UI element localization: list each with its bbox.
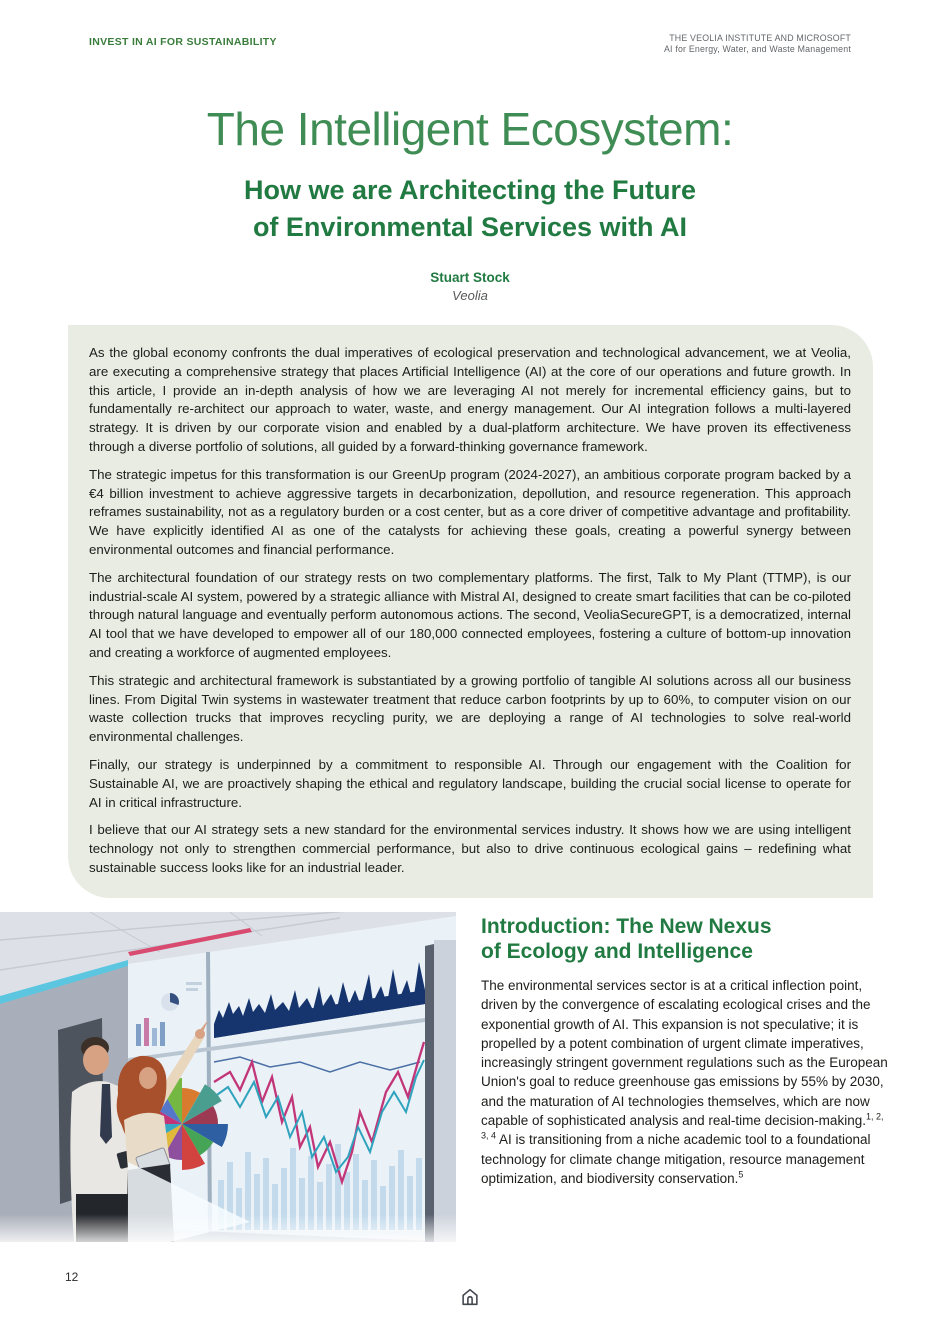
- article-subtitle-line1: How we are Architecting the Future: [243, 175, 697, 205]
- abstract-paragraph: Finally, our strategy is underpinned by a commitment to responsible AI. Through our engagement with the Coalition for Sustainable AI, we are proactively shaping the ethical and regulatory landscape, building the crucial social license to operate for AI in critical infrastructure.: [89, 756, 851, 810]
- abstract-paragraph: As the global economy confronts the dual imperatives of ecological preservation and technological advancement, we at Veolia, are executing a comprehensive strategy that places Artificial Intelligence (AI) at the core of our operations and future growth. In this article, I provide an in-depth analysis of how we are leveraging AI not merely for incremental efficiency gains, but to fundamentally re-architect our approach to water, waste, and energy management. Our AI integration follows a multi-layered strategy. It is driven by our corporate vision and enabled by a dual-platform architecture. We have proven its effectiveness through a diverse portfolio of solutions, all guided by a forward-thinking governance framework.: [89, 345, 851, 454]
- article-subtitle: [0, 172, 940, 246]
- photo-illustration: [0, 912, 456, 1242]
- author-affiliation: Veolia: [452, 288, 488, 303]
- page-number: 12: [65, 1270, 79, 1284]
- author-block: [0, 270, 940, 303]
- home-button[interactable]: [459, 1286, 481, 1308]
- introduction-section: [481, 914, 893, 1188]
- header-publication-title: [664, 33, 851, 54]
- header-section-title: INVEST IN AI FOR SUSTAINABILITY: [89, 36, 277, 48]
- intro-text-part1: The environmental services sector is at a critical inflection point, driven by the convergence of escalating ecological crises and the exponential growth of AI. This expansion is not speculative; it is propelled by a potent combination of urgent climate imperatives, increasingly stringent government regulations such as the European Union's goal to reduce greenhouse gas emissions by 55% by 2030, and the maturation of AI technologies themselves, which are now capable of sophisticated analysis and real-time decision-making.: [481, 978, 888, 1129]
- abstract-box: [68, 325, 873, 898]
- abstract-paragraph: I believe that our AI strategy sets a new standard for the environmental services industry. It shows how we are using intelligent technology not only to strengthen commercial performance, but also to drive continuous ecological gains – redefining what sustainable success looks like for an industrial leader.: [89, 822, 851, 875]
- introduction-paragraph: [481, 976, 893, 1188]
- article-subtitle-line2: of Environmental Services with AI: [252, 212, 688, 242]
- author-name: Stuart Stock: [430, 270, 510, 285]
- introduction-heading-line1: Introduction: The New Nexus: [481, 915, 772, 938]
- footnote-refs-1234: 1, 2, 3, 4: [481, 1111, 884, 1141]
- home-icon: [459, 1296, 481, 1311]
- header-publication-line2: AI for Energy, Water, and Waste Management: [663, 43, 851, 54]
- footnote-ref-5: 5: [738, 1169, 744, 1180]
- abstract-paragraph: This strategic and architectural framework is substantiated by a growing portfolio of tangible AI solutions across all our business lines. From Digital Twin systems in wastewater treatment that reduce carbon footprints by up to 60%, to computer vision on our waste collection trucks that improves recycling purity, we are deploying a range of AI technologies to solve real-world environmental challenges.: [89, 672, 851, 745]
- introduction-heading: [481, 914, 893, 964]
- abstract-paragraph: The architectural foundation of our strategy rests on two complementary platforms. The first, Talk to My Plant (TTMP), is our industrial-scale AI system, powered by a strategic alliance with Mistral AI, designed to create smart facilities that can be co-piloted through natural language and eventually perform autonomous actions. The second, VeoliaSecureGPT, is a democratized, internal AI tool that we have developed to empower all of our 180,000 connected employees, fostering a culture of bottom-up innovation and creating a workforce of augmented employees.: [89, 569, 851, 660]
- photo-analysts-screen-wall: [0, 912, 456, 1242]
- introduction-heading-line2: of Ecology and Intelligence: [481, 940, 753, 963]
- page-header: [89, 33, 851, 54]
- abstract-paragraph: The strategic impetus for this transformation is our GreenUp program (2024-2027), an ambitious corporate program backed by a €4 billion investment to achieve aggressive targets in decarbonization, depollution, and resource regeneration. This approach reframes sustainability, not as a regulatory burden or a cost center, but as a core driver of competitive advantage and profitability. We have explicitly identified AI as one of the catalysts for achieving these goals, creating a powerful synergy between environmental outcomes and financial performance.: [89, 466, 851, 557]
- intro-text-part2: AI is transitioning from a niche academic tool to a foundational technology for climate change mitigation, resource management optimization, and biodiversity conservation.: [481, 1132, 871, 1186]
- header-publication-line1: THE VEOLIA INSTITUTE AND MICROSOFT: [669, 33, 851, 43]
- article-title: The Intelligent Ecosystem:: [206, 103, 734, 155]
